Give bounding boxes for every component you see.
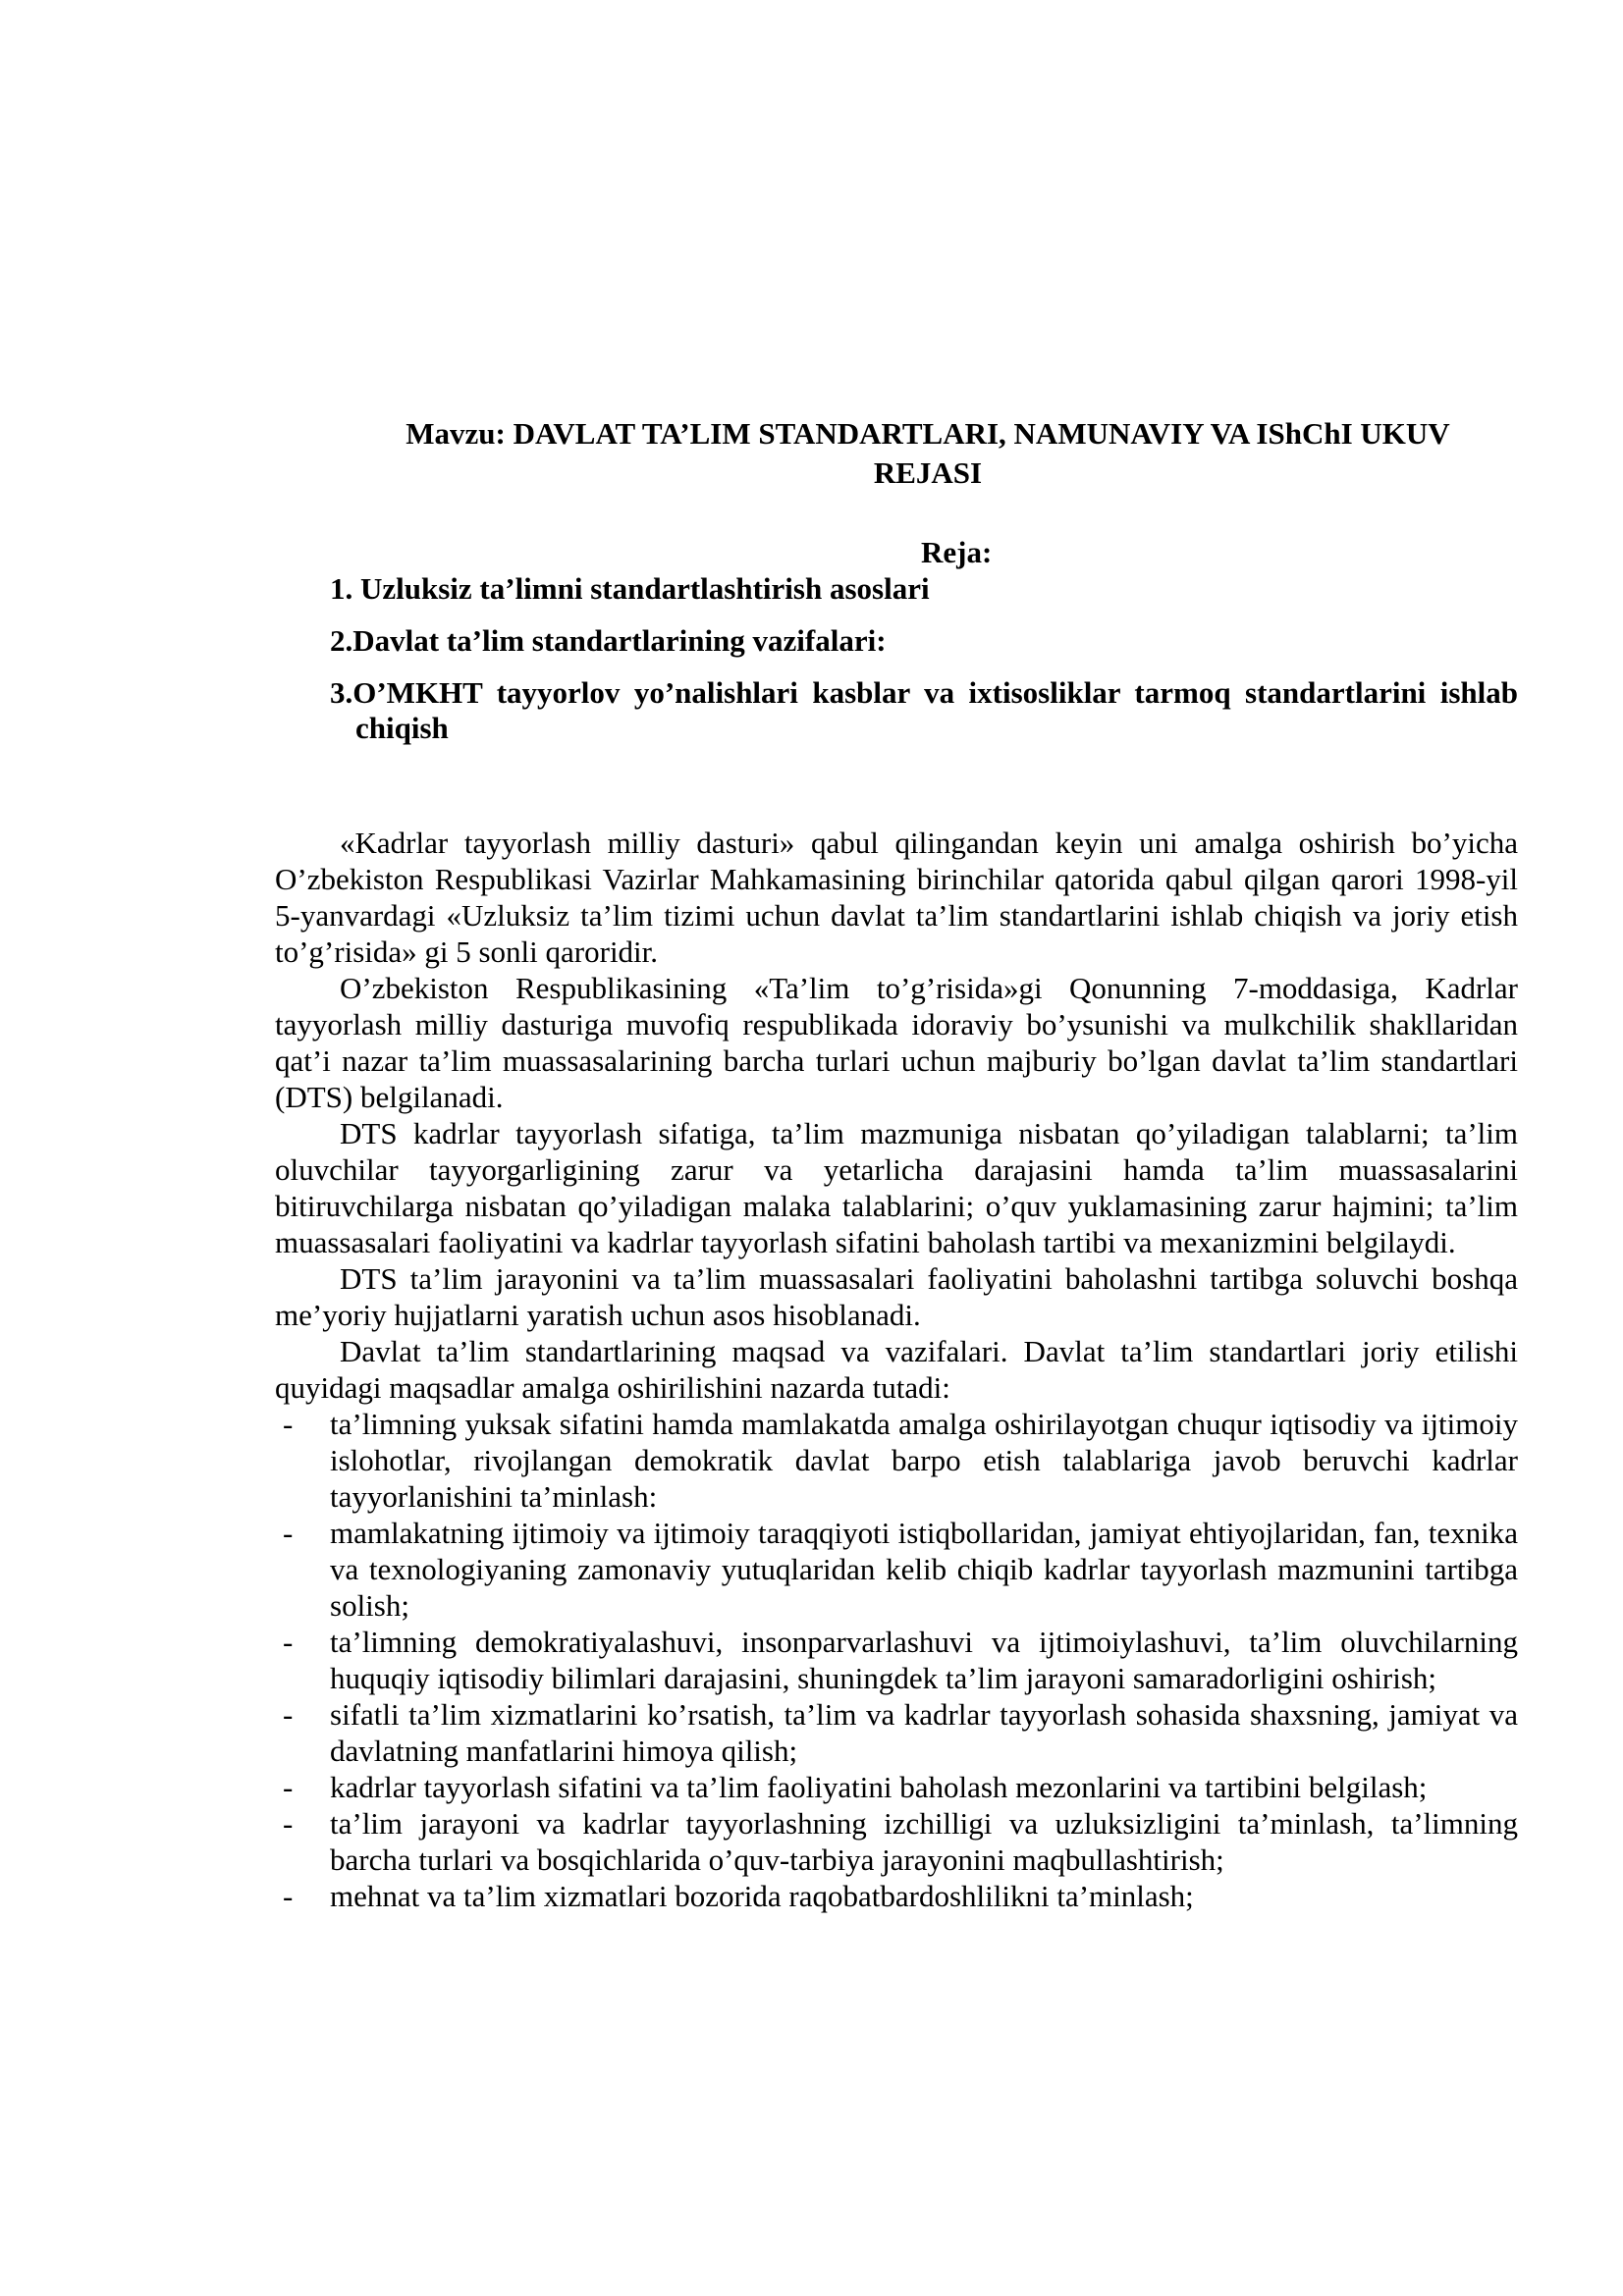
paragraph: DTS ta’lim jarayonini va ta’lim muassasalari faoliyatini baholashni tartibga soluvchi boshqa me’yoriy hujjatlarni yaratish uchun asos hisoblanadi.	[275, 1261, 1518, 1332]
title-line-1: Mavzu: DAVLAT TA’LIM STANDARTLARI, NAMUNAVIY VA IShChI UKUV	[406, 416, 1450, 451]
title-line-2: REJASI	[873, 455, 983, 490]
bullet-marker: -	[283, 1806, 294, 1841]
plan-item: 1. Uzluksiz ta’limni standartlashtirish asoslari	[330, 571, 930, 606]
paragraph: «Kadrlar tayyorlash milliy dasturi» qabul qilingandan keyin uni amalga oshirish bo’yicha O’zbekiston Respublikasi Vazirlar Mahkamasining birinchilar qatorida qabul qilgan qarori 1998-yil 5-yanvardagi «Uzluksiz ta’lim tizimi uchun davlat ta’lim standartlarini ishlab chiqish va joriy etish to’g’risida» gi 5 sonli qaroridir.	[275, 826, 1518, 969]
plan-item: 2.Davlat ta’lim standartlarining vazifalari:	[330, 623, 887, 658]
paragraph: DTS kadrlar tayyorlash sifatiga, ta’lim mazmuniga nisbatan qo’yiladigan talablarni; ta’lim oluvchilar tayyorgarligining zarur va yetarlicha darajasini hamda ta’lim muassasalarini bitiruvchilarga nisbatan qo’yiladigan malaka talablarini; o’quv yuklamasining zarur hajmini; ta’lim muassasalari faoliyatini va kadrlar tayyorlash sifatini baholash tartibi va mexanizmini belgilaydi.	[275, 1116, 1518, 1259]
document-title	[324, 414, 1532, 493]
bullet-marker: -	[283, 1625, 294, 1659]
document-body	[275, 825, 1518, 1914]
plan-item: 3.O’MKHT tayyorlov yo’nalishlari kasblar va ixtisosliklar tarmoq standartlarini ishlab chiqish	[330, 675, 1518, 745]
bullet-marker: -	[283, 1516, 294, 1550]
bullet-text: kadrlar tayyorlash sifatini va ta’lim faoliyatini baholash mezonlarini va tartibini belgilash;	[330, 1770, 1428, 1804]
bullet-text: ta’limning demokratiyalashuvi, insonparvarlashuvi va ijtimoiylashuvi, ta’lim oluvchilarning huquqiy iqtisodiy bilimlari darajasini, shuningdek ta’lim jarayoni samaradorligini oshirish;	[330, 1625, 1518, 1695]
bullet-marker: -	[283, 1697, 294, 1732]
bullet-item	[275, 1878, 1518, 1914]
bullet-item	[275, 1406, 1518, 1515]
bullet-text: mamlakatning ijtimoiy va ijtimoiy taraqqiyoti istiqbollaridan, jamiyat ehtiyojlaridan, fan, texnika va texnologiyaning zamonaviy yutuqlaridan kelib chiqib kadrlar tayyorlash mazmunini tartibga solish;	[330, 1516, 1518, 1623]
paragraph: Davlat ta’lim standartlarining maqsad va vazifalari. Davlat ta’lim standartlari joriy etilishi quyidagi maqsadlar amalga oshirilishini nazarda tutadi:	[275, 1334, 1518, 1405]
bullet-item	[275, 1624, 1518, 1696]
bullet-item	[275, 1769, 1518, 1805]
plan-heading: Reja:	[921, 535, 993, 569]
paragraph: O’zbekiston Respublikasining «Ta’lim to’g’risida»gi Qonunning 7-moddasiga, Kadrlar tayyorlash milliy dasturiga muvofiq respublikada idoraviy bo’ysunishi va mulkchilik shakllaridan qat’i nazar ta’lim muassasalarining barcha turlari uchun majburiy bo’lgan davlat ta’lim standartlari (DTS) belgilanadi.	[275, 971, 1518, 1114]
bullet-marker: -	[283, 1407, 294, 1441]
bullet-marker: -	[283, 1879, 294, 1913]
bullet-text: mehnat va ta’lim xizmatlari bozorida raqobatbardoshlilikni ta’minlash;	[330, 1879, 1194, 1913]
bullet-item	[275, 1805, 1518, 1878]
bullet-item	[275, 1696, 1518, 1769]
bullet-text: ta’lim jarayoni va kadrlar tayyorlashning izchilligi va uzluksizligini ta’minlash, ta’limning barcha turlari va bosqichlarida o’quv-tarbiya jarayonini maqbullashtirish;	[330, 1806, 1518, 1877]
bullet-list	[275, 1406, 1518, 1914]
plan-list	[330, 571, 1518, 763]
bullet-text: sifatli ta’lim xizmatlarini ko’rsatish, ta’lim va kadrlar tayyorlash sohasida shaxsning, jamiyat va davlatning manfatlarini himoya qilish;	[330, 1697, 1518, 1768]
bullet-item	[275, 1515, 1518, 1624]
bullet-text: ta’limning yuksak sifatini hamda mamlakatda amalga oshirilayotgan chuqur iqtisodiy va ijtimoiy islohotlar, rivojlangan demokratik davlat barpo etish talablariga javob beruvchi kadrlar tayyorlanishini ta’minlash:	[330, 1407, 1518, 1514]
bullet-marker: -	[283, 1770, 294, 1804]
